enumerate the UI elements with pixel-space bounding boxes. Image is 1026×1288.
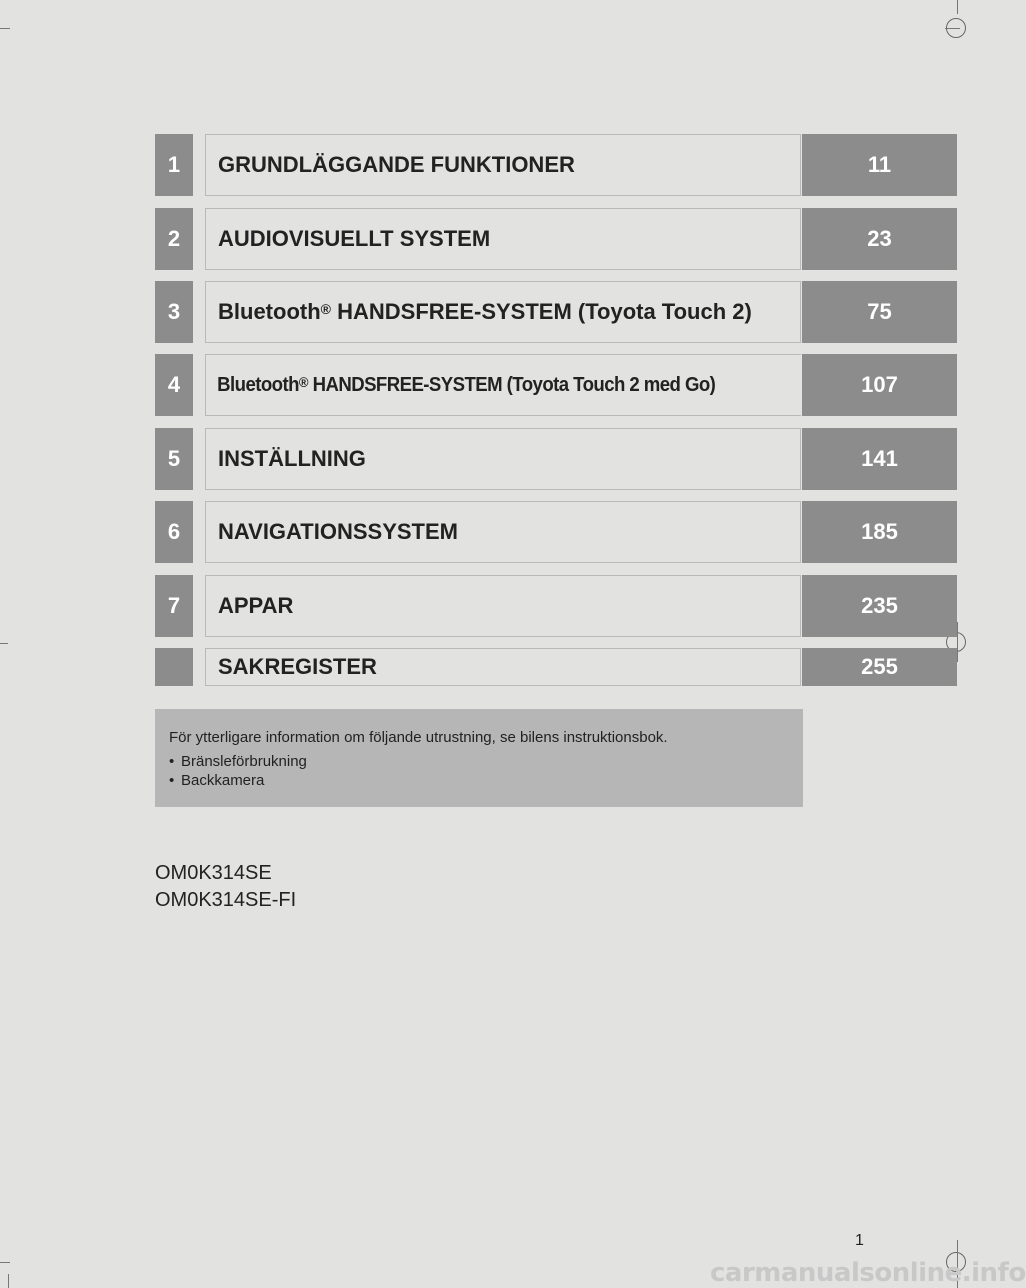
document-code: OM0K314SE — [155, 862, 272, 884]
chapter-title[interactable]: INSTÄLLNING — [205, 428, 801, 490]
index-page[interactable]: 255 — [802, 648, 957, 686]
index-row[interactable] — [155, 648, 957, 686]
chapter-title-pre: Bluetooth — [217, 373, 299, 396]
chapter-row-4[interactable] — [155, 354, 957, 416]
chapter-title-pre: Bluetooth — [218, 299, 321, 324]
chapter-number: 3 — [155, 281, 193, 343]
index-number-block — [155, 648, 193, 686]
document-codes — [155, 860, 296, 914]
chapter-page[interactable]: 23 — [802, 208, 957, 270]
chapter-title[interactable] — [205, 281, 801, 343]
info-item-text: Bränsleförbrukning — [181, 753, 307, 770]
registered-mark: ® — [320, 301, 331, 317]
info-lead: För ytterligare information om följande utrustning, se bilens instruktionsbok. — [169, 729, 668, 746]
chapter-number: 7 — [155, 575, 193, 637]
index-title[interactable]: SAKREGISTER — [205, 648, 801, 686]
chapter-number: 1 — [155, 134, 193, 196]
chapter-page[interactable]: 185 — [802, 501, 957, 563]
info-item — [169, 771, 789, 790]
chapter-page[interactable]: 141 — [802, 428, 957, 490]
chapter-page[interactable]: 235 — [802, 575, 957, 637]
chapter-number: 6 — [155, 501, 193, 563]
chapter-row-7[interactable] — [155, 575, 957, 637]
chapter-number: 5 — [155, 428, 193, 490]
info-item — [169, 752, 789, 771]
page-number: 1 — [855, 1232, 864, 1249]
chapter-title-wrap — [205, 354, 801, 416]
chapter-page[interactable]: 107 — [802, 354, 957, 416]
bullet: • — [169, 753, 175, 770]
chapter-page[interactable]: 75 — [802, 281, 957, 343]
chapter-title[interactable]: AUDIOVISUELLT SYSTEM — [205, 208, 801, 270]
chapter-title-post: HANDSFREE-SYSTEM (Toyota Touch 2 med Go) — [307, 373, 716, 396]
chapter-title-post: HANDSFREE-SYSTEM (Toyota Touch 2) — [330, 299, 752, 324]
chapter-title[interactable]: GRUNDLÄGGANDE FUNKTIONER — [205, 134, 801, 196]
info-box — [155, 709, 803, 807]
chapter-title[interactable]: NAVIGATIONSSYSTEM — [205, 501, 801, 563]
chapter-page[interactable]: 11 — [802, 134, 957, 196]
chapter-title[interactable]: APPAR — [205, 575, 801, 637]
watermark: carmanualsonline.info — [710, 1258, 1026, 1288]
chapter-row-1[interactable] — [155, 134, 957, 196]
chapter-number: 2 — [155, 208, 193, 270]
document-code: OM0K314SE-FI — [155, 889, 297, 911]
chapter-row-5[interactable] — [155, 428, 957, 490]
chapter-number: 4 — [155, 354, 193, 416]
chapter-row-3[interactable] — [155, 281, 957, 343]
registered-mark: ® — [298, 374, 308, 390]
bullet: • — [169, 772, 175, 789]
chapter-row-2[interactable] — [155, 208, 957, 270]
info-item-text: Backkamera — [181, 772, 265, 789]
chapter-title[interactable] — [206, 355, 801, 415]
chapter-row-6[interactable] — [155, 501, 957, 563]
